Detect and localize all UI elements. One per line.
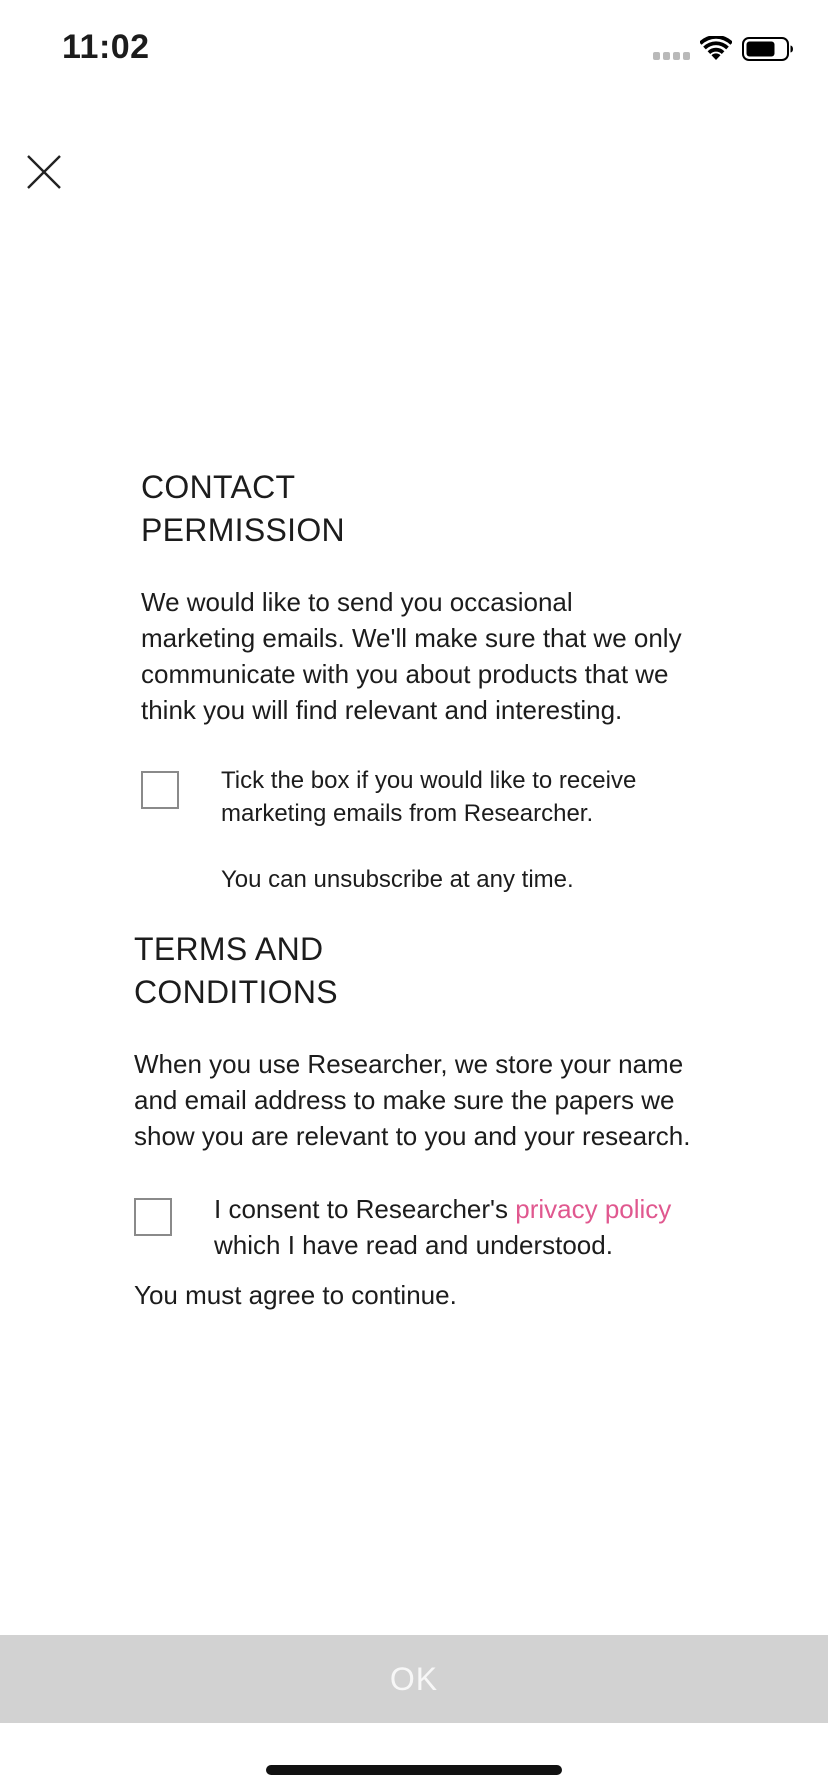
terms-description-line2: and email address to make sure the papers we bbox=[134, 1085, 675, 1115]
privacy-consent-checkbox[interactable] bbox=[134, 1198, 172, 1236]
privacy-consent-label bbox=[214, 1191, 671, 1263]
marketing-emails-checkbox[interactable] bbox=[141, 771, 179, 809]
terms-description-line1: When you use Researcher, we store your name bbox=[134, 1049, 684, 1079]
privacy-policy-link[interactable]: privacy policy bbox=[515, 1194, 672, 1224]
marketing-label-line1: Tick the box if you would like to receive bbox=[221, 767, 637, 794]
terms-heading-line1: TERMS AND bbox=[134, 931, 324, 967]
terms-heading-line2: CONDITIONS bbox=[134, 974, 338, 1010]
contact-description-line4: think you will find relevant and interesting. bbox=[141, 695, 623, 725]
unsubscribe-note: You can unsubscribe at any time. bbox=[221, 866, 574, 893]
marketing-label-line2: marketing emails from Researcher. bbox=[221, 800, 594, 827]
consent-line2: which I have read and understood. bbox=[214, 1230, 613, 1260]
contact-heading bbox=[141, 466, 345, 552]
ok-button[interactable]: OK bbox=[0, 1635, 828, 1723]
consent-prefix: I consent to Researcher's bbox=[214, 1194, 516, 1224]
terms-heading bbox=[134, 928, 338, 1014]
contact-heading-line1: CONTACT bbox=[141, 469, 296, 505]
close-button[interactable] bbox=[22, 150, 66, 194]
must-agree-note: You must agree to continue. bbox=[134, 1280, 457, 1310]
wifi-icon bbox=[700, 36, 732, 62]
contact-description-line2: marketing emails. We'll make sure that we only bbox=[141, 623, 682, 653]
home-indicator[interactable] bbox=[266, 1765, 562, 1775]
contact-description bbox=[141, 584, 682, 728]
battery-icon bbox=[742, 37, 794, 61]
signal-dots-icon bbox=[653, 52, 691, 60]
status-time: 11:02 bbox=[62, 28, 150, 66]
contact-description-line1: We would like to send you occasional bbox=[141, 587, 573, 617]
contact-description-line3: communicate with you about products that we bbox=[141, 659, 669, 689]
terms-description bbox=[134, 1046, 690, 1154]
status-bar bbox=[0, 0, 828, 96]
close-icon bbox=[22, 150, 66, 194]
marketing-checkbox-label bbox=[221, 764, 636, 830]
terms-description-line3: show you are relevant to you and your research. bbox=[134, 1121, 691, 1151]
contact-heading-line2: PERMISSION bbox=[141, 512, 345, 548]
